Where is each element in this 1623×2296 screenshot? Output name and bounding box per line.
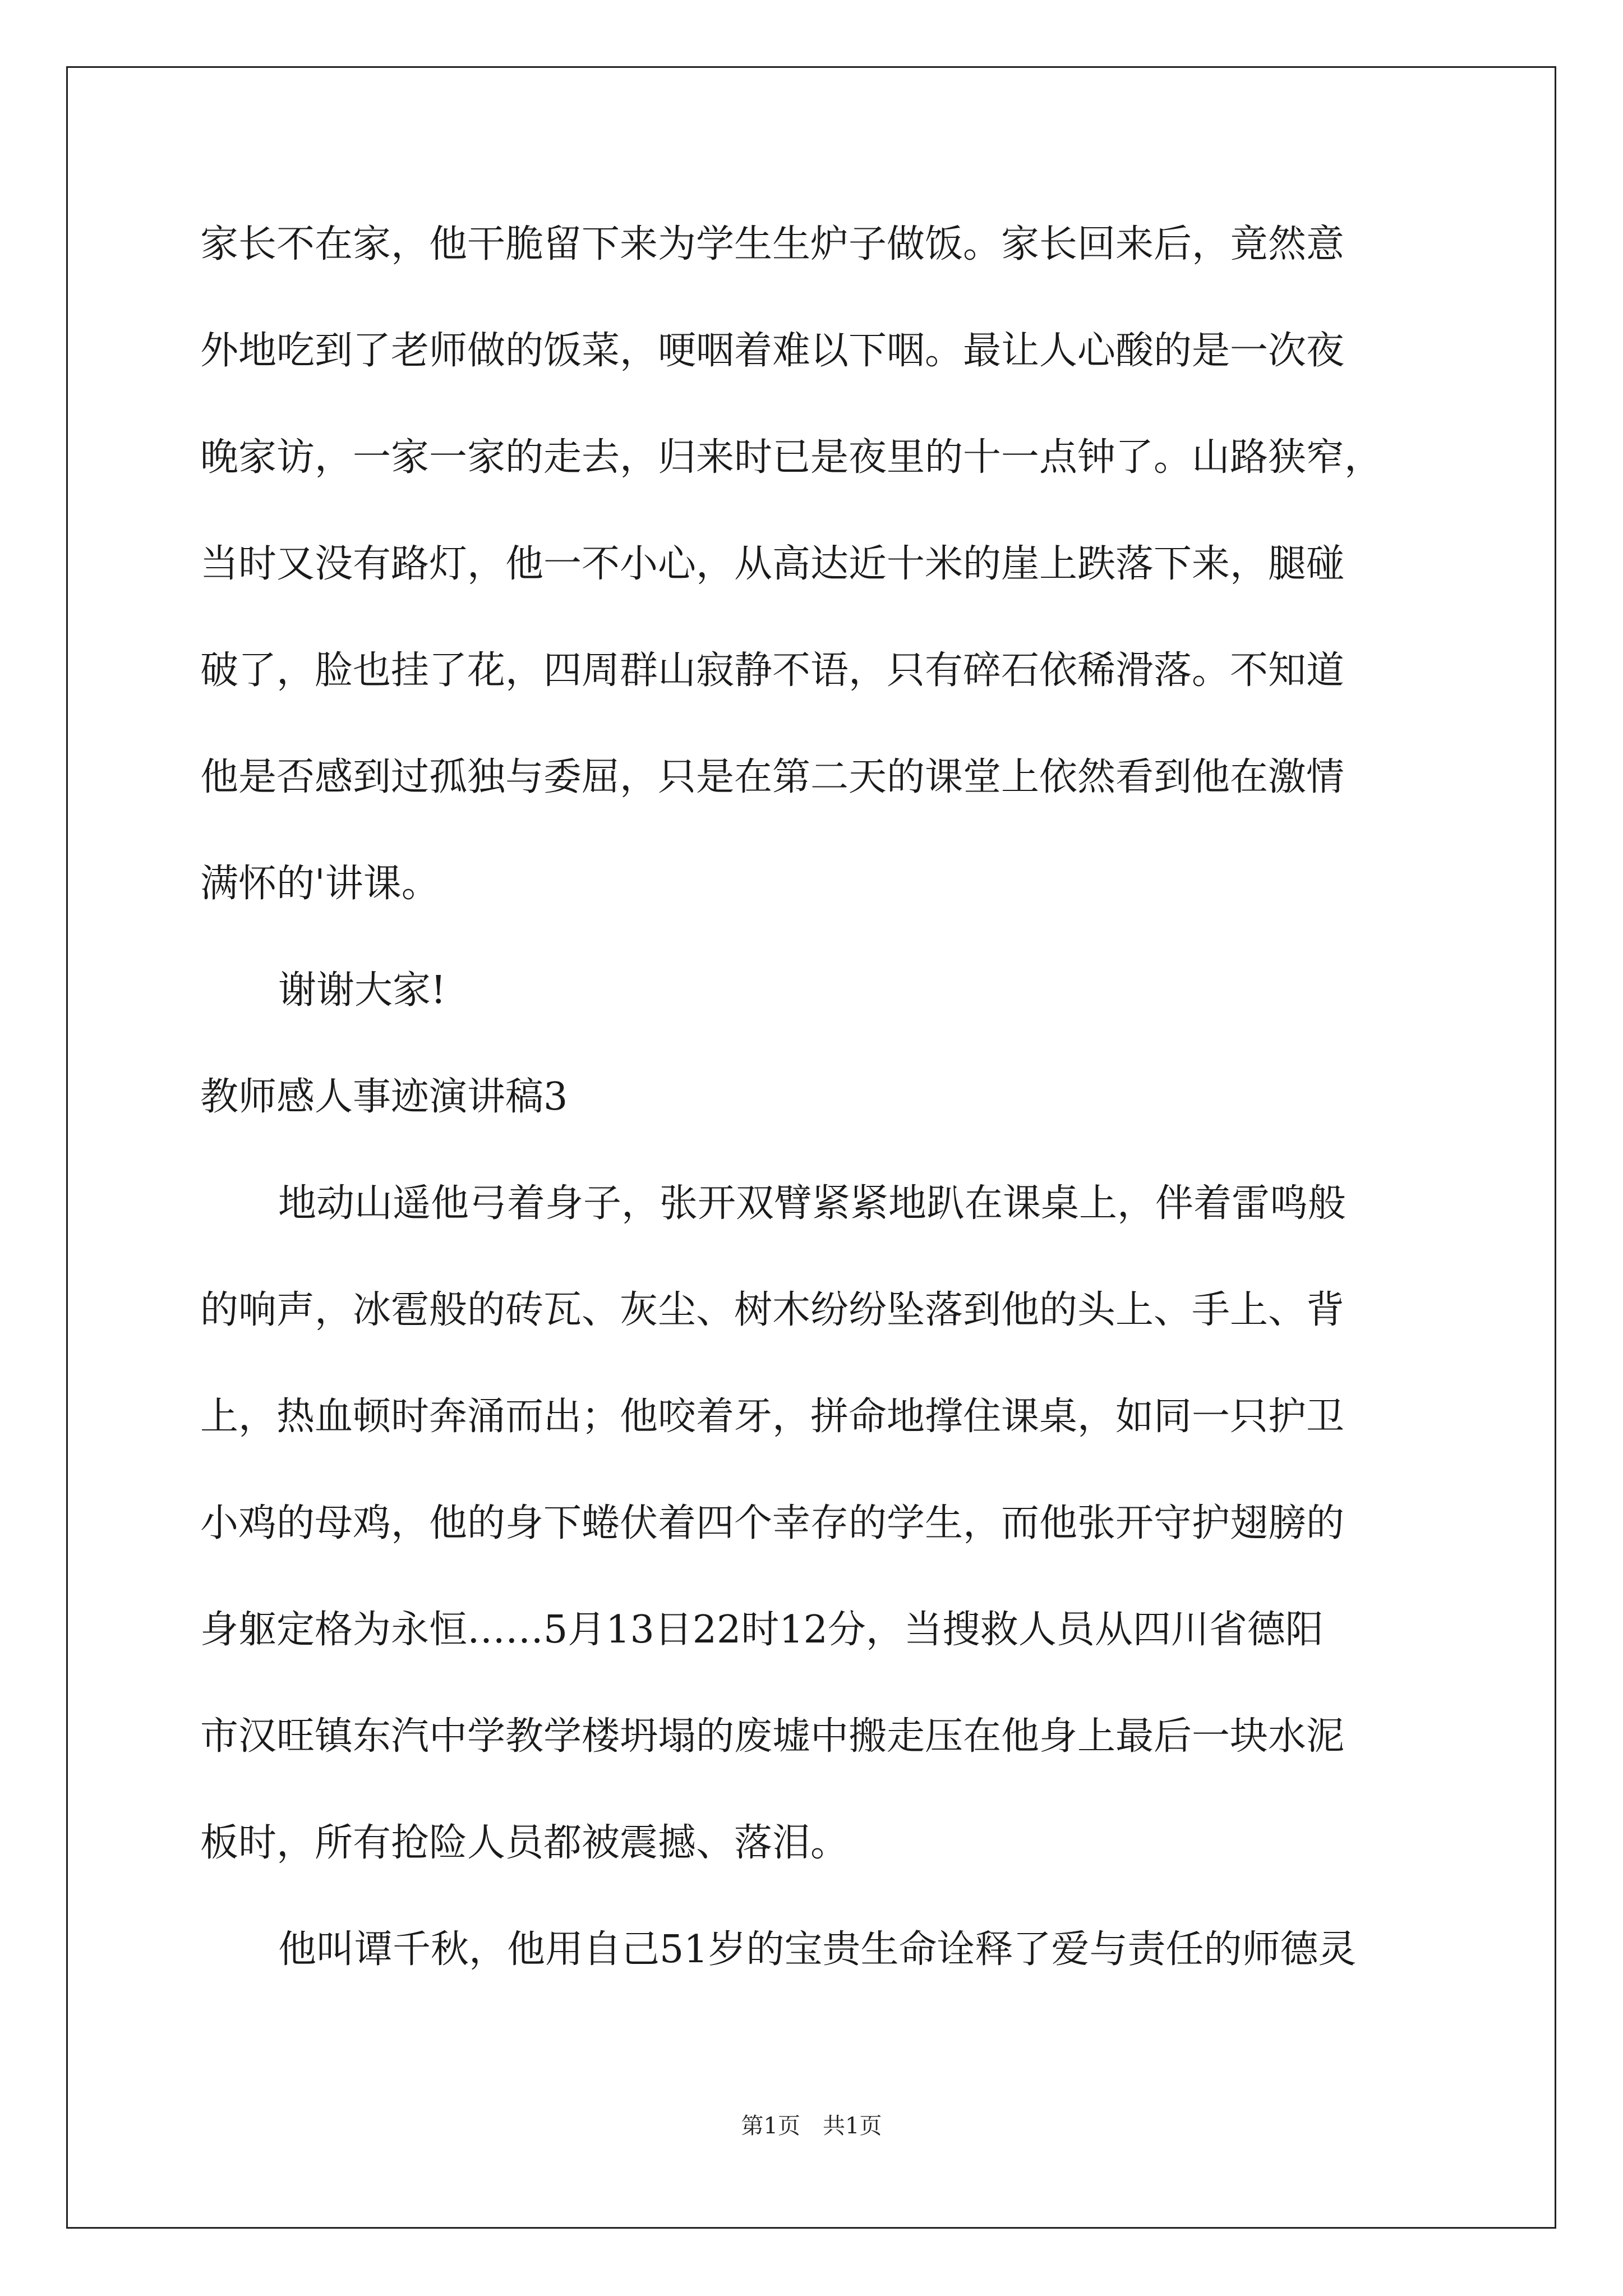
paragraph-line: 破了，脸也挂了花，四周群山寂静不语，只有碎石依稀滑落。不知道 [200,648,1345,693]
paragraph-line: 板时，所有抢险人员都被震撼、落泪。 [200,1821,849,1865]
section-heading: 教师感人事迹演讲稿3 [200,1075,568,1119]
paragraph-line: 市汉旺镇东汽中学教学楼坍塌的废墟中搬走压在他身上最后一块水泥 [200,1714,1345,1759]
page-footer [0,2109,1623,2143]
paragraph-line: 当时又没有路灯，他一不小心，从高达近十米的崖上跌落下来，腿碰 [200,542,1345,586]
paragraph-line: 他是否感到过孤独与委屈，只是在第二天的课堂上依然看到他在激情 [200,755,1345,799]
paragraph-line: 外地吃到了老师做的饭菜，哽咽着难以下咽。最让人心酸的是一次夜 [200,329,1345,373]
paragraph-line: 上，热血顿时奔涌而出；他咬着牙，拼命地撑住课桌，如同一只护卫 [200,1395,1345,1439]
paragraph-line: 的响声，冰雹般的砖瓦、灰尘、树木纷纷坠落到他的头上、手上、背 [200,1288,1345,1332]
paragraph-line: 地动山遥他弓着身子，张开双臂紧紧地趴在课桌上，伴着雷鸣般 [278,1181,1347,1226]
document-body [200,218,1423,2030]
paragraph-line: 满怀的'讲课。 [200,862,440,906]
paragraph-line: 小鸡的母鸡，他的身下蜷伏着四个幸存的学生，而他张开守护翅膀的 [200,1501,1345,1545]
page-number-current: 第1页 [741,2113,800,2139]
paragraph-line: 他叫谭千秋，他用自己51岁的宝贵生命诠释了爱与责任的师德灵 [278,1927,1357,1972]
page-number-total: 共1页 [823,2113,882,2139]
closing-remark: 谢谢大家! [278,968,446,1013]
paragraph-line: 身躯定格为永恒……5月13日22时12分，当搜救人员从四川省德阳 [200,1608,1324,1652]
paragraph-line: 晚家访，一家一家的走去，归来时已是夜里的十一点钟了。山路狭窄， [200,435,1383,480]
paragraph-line: 家长不在家，他干脆留下来为学生生炉子做饭。家长回来后，竟然意 [200,222,1345,266]
